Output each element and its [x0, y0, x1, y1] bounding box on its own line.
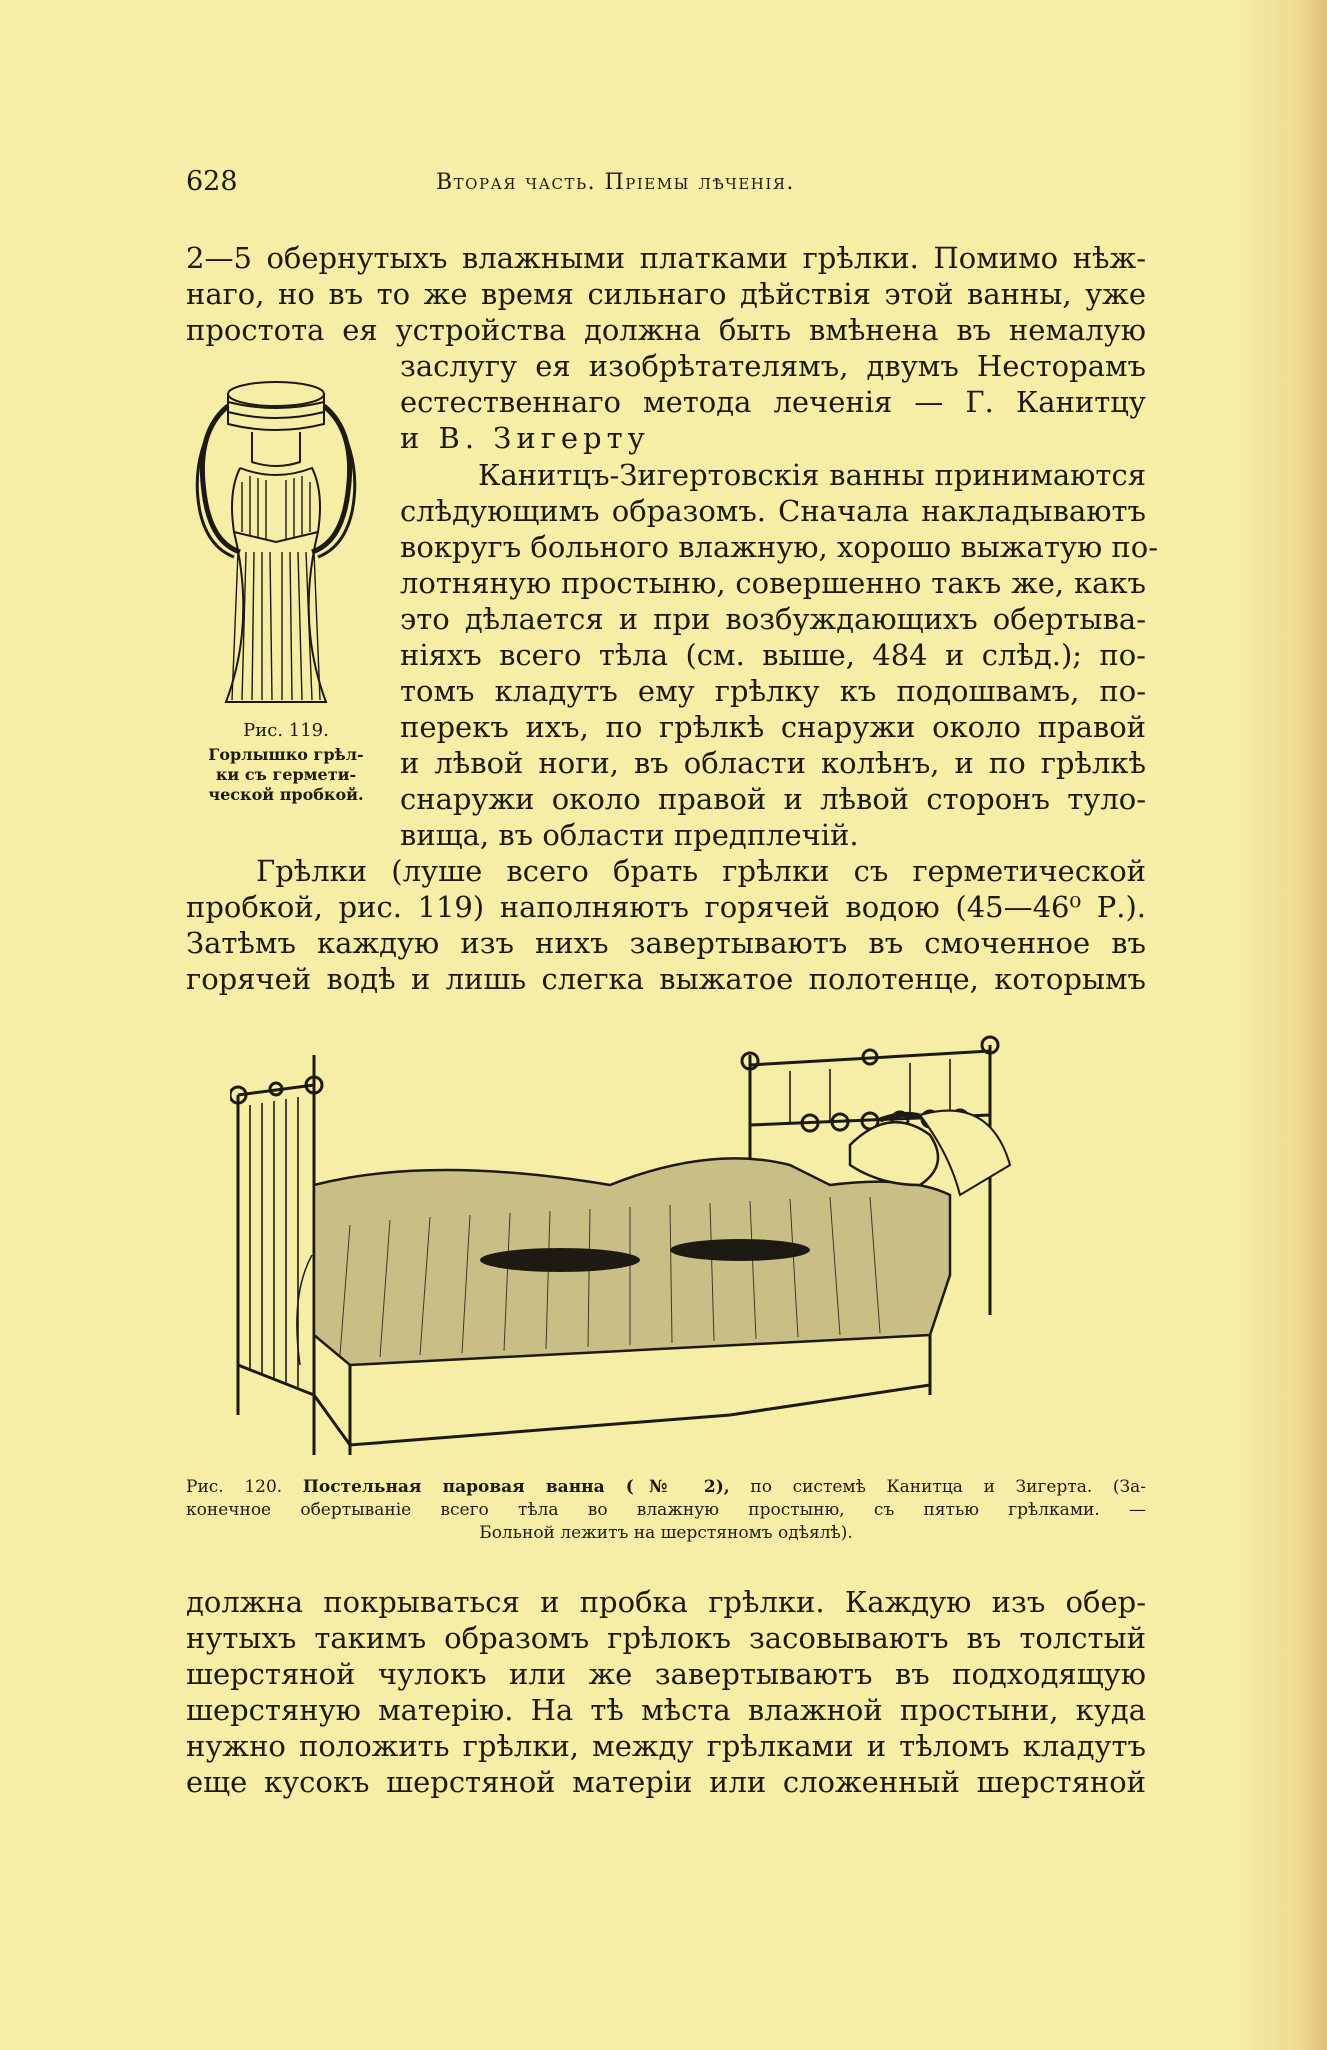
- text-line: это дѣлается и при возбуждающихъ обертыва-: [400, 602, 1146, 636]
- text-line: наго, но въ то же время сильнаго дѣйствія этой ванны, уже: [186, 277, 1146, 311]
- text-line: томъ кладутъ ему грѣлку къ подошвамъ, по-: [400, 674, 1146, 708]
- figure-caption-line: [186, 1476, 1146, 1499]
- text-line: шерстяной чулокъ или же завертываютъ въ подходящую: [186, 1657, 1146, 1691]
- text-line: вокругъ больного влажную, хорошо выжатую по-: [400, 530, 1158, 564]
- figure-caption-line: конечное обертываніе всего тѣла во влажную простыню, съ пятью грѣлками. —: [186, 1500, 1146, 1520]
- text-line: еще кусокъ шерстяной матеріи или сложенный шерстяной: [186, 1765, 1146, 1799]
- text-line: нужно положить грѣлки, между грѣлками и тѣломъ кладутъ: [186, 1729, 1146, 1763]
- figure-caption-line: Больной лежитъ на шерстяномъ одѣялѣ).: [479, 1523, 853, 1543]
- text-line: заслугу ея изобрѣтателямъ, двумъ Несторамъ: [400, 349, 1146, 383]
- text-line: перекъ ихъ, по грѣлкѣ снаружи около правой: [400, 710, 1146, 744]
- text-line: вища, въ области предплечій.: [400, 818, 859, 852]
- figure-title: Постельная паровая ванна (№ 2),: [302, 1477, 730, 1497]
- text-line: горячей водѣ и лишь слегка выжатое полотенце, которымъ: [186, 962, 1146, 996]
- text-line: слѣдующимъ образомъ. Сначала накладываютъ: [400, 494, 1146, 528]
- text-line: снаружи около правой и лѣвой сторонъ туло-: [400, 782, 1146, 816]
- running-header: [186, 166, 1146, 200]
- text-line: естественнаго метода леченія — Г. Канитцу: [400, 385, 1146, 419]
- figure-caption-text: по системѣ Канитца и Зигерта. (За-: [750, 1477, 1147, 1497]
- text-line: лотняную простыню, совершенно такъ же, какъ: [400, 566, 1146, 600]
- text-line: шерстяную матерію. На тѣ мѣста влажной простыни, куда: [186, 1693, 1146, 1727]
- figure-caption-line: ческой пробкой.: [208, 785, 364, 804]
- text-line: и В. Зигерту: [400, 421, 650, 455]
- text-line: простота ея устройства должна быть вмѣнена въ немалую: [186, 313, 1146, 347]
- text-line: нутыхъ такимъ образомъ грѣлокъ засовываютъ въ толстый: [186, 1621, 1146, 1655]
- figure-caption-line: Горлышко грѣл-: [208, 745, 364, 764]
- running-title: Вторая часть. Пріемы лѣченія.: [436, 170, 795, 195]
- text-line: должна покрываться и пробка грѣлки. Каждую изъ обер-: [186, 1585, 1146, 1619]
- figure-label: Рис. 120.: [186, 1477, 283, 1497]
- figure-label: Рис. 119.: [243, 720, 329, 741]
- page-number: 628: [186, 166, 238, 197]
- text-line: Затѣмъ каждую изъ нихъ завертываютъ въ смоченное въ: [186, 926, 1146, 960]
- text-line: Канитцъ-Зигертовскія ванны принимаются: [478, 458, 1146, 492]
- text-line: ніяхъ всего тѣла (см. выше, 484 и слѣд.); по-: [400, 638, 1146, 672]
- text-line: и лѣвой ноги, въ области колѣнъ, и по грѣлкѣ: [400, 746, 1146, 780]
- figure-caption-line: ки съ гермети-: [215, 765, 357, 784]
- text-line: 2—5 обернутыхъ влажными платками грѣлки. Помимо нѣж-: [186, 241, 1146, 275]
- text-line: Грѣлки (луше всего брать грѣлки съ герметической: [256, 854, 1146, 888]
- page-edge-shadow: [1237, 0, 1327, 2050]
- steam-bath-bed-illustration: [230, 1035, 1090, 1465]
- hot-water-bottle-neck-illustration: [186, 372, 366, 712]
- text-line: пробкой, рис. 119) наполняютъ горячей водою (45—46⁰ Р.).: [186, 890, 1146, 924]
